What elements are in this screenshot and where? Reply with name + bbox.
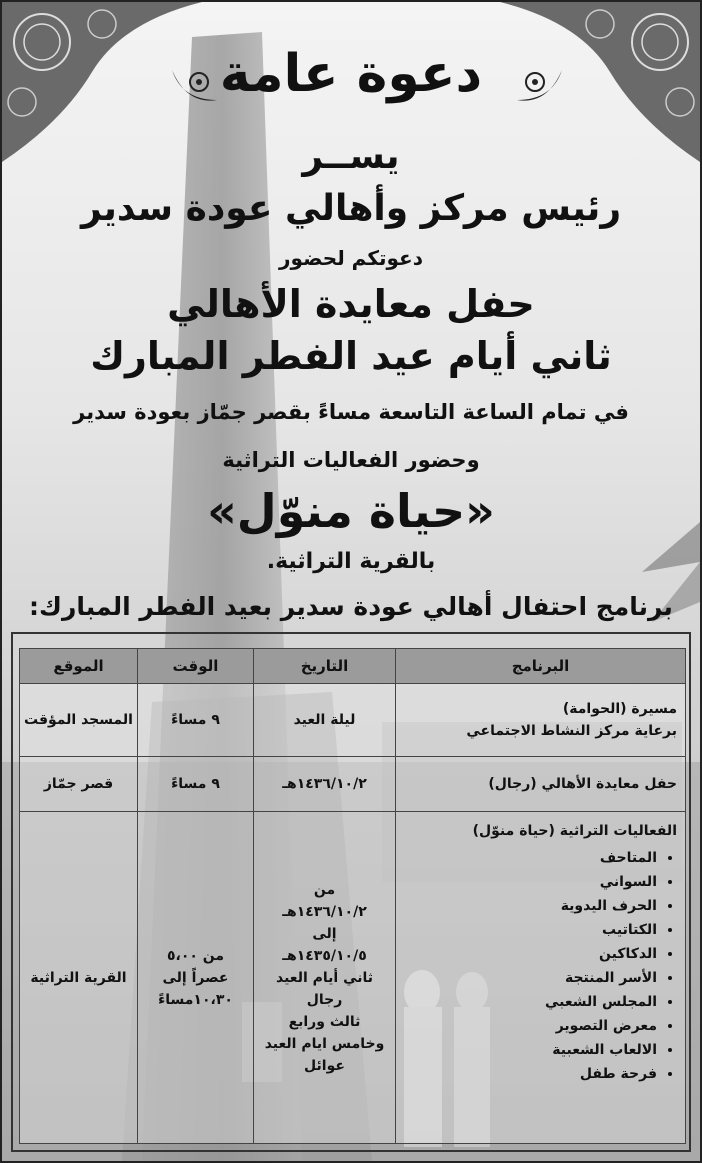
table-row <box>20 757 686 812</box>
table-header-row <box>20 649 686 684</box>
column-header: الموقع <box>20 649 138 684</box>
time-cell: من ٥،٠٠ عصراً إلى ١٠،٣٠مساءً <box>138 812 254 1144</box>
list-item: • الحرف اليدوية <box>397 894 657 918</box>
program-table <box>19 648 686 1144</box>
date-cell: ١٤٣٦/١٠/٢هـ <box>254 757 396 812</box>
page-title: دعوة عامة <box>219 44 483 104</box>
list-item: • الأسر المنتجة <box>397 966 657 990</box>
event-time-place: في تمام الساعة التاسعة مساءً بقصر جمّاز بعودة سدير <box>73 400 629 424</box>
event-date-line: ثاني أيام عيد الفطر المبارك <box>90 334 612 378</box>
time-cell: ٩ مساءً <box>138 757 254 812</box>
table-row <box>20 812 686 1144</box>
text-yasur: يســر <box>302 136 400 177</box>
column-header: البرنامج <box>396 649 686 684</box>
date-cell: من ١٤٣٦/١٠/٢هـ إلى ١٤٣٥/١٠/٥هـ ثاني أيام العيد رجال ثالث ورابع وخامس ايام العيد عوائل <box>254 812 396 1144</box>
list-item: • المجلس الشعبي <box>397 990 657 1014</box>
list-item: • المتاحف <box>397 846 657 870</box>
text-host: رئيس مركز وأهالي عودة سدير <box>80 188 622 229</box>
list-item: • الكتاتيب <box>397 918 657 942</box>
program-cell: الفعاليات التراثية (حياة منوّل) • المتاحف • السواني • الحرف اليدوية • الكتاتيب • الدكاكين • الأسر المنتجة • المجلس الشعبي • معرض التصوير • الالعاب الشعبية • فرحة طفل <box>396 812 686 1144</box>
heritage-events-line: وحضور الفعاليات التراثية <box>222 448 480 472</box>
location-cell: قصر جمّاز <box>20 757 138 812</box>
date-cell: ليلة العيد <box>254 684 396 757</box>
event-name: حفل معايدة الأهالي <box>167 282 535 326</box>
program-table-frame <box>11 632 691 1152</box>
heritage-activities-list <box>397 846 677 1086</box>
list-item: • فرحة طفل <box>397 1062 657 1086</box>
program-cell: حفل معايدة الأهالي (رجال) <box>396 757 686 812</box>
column-header: الوقت <box>138 649 254 684</box>
program-heading: برنامج احتفال أهالي عودة سدير بعيد الفطر المبارك: <box>29 592 673 621</box>
list-item: • السواني <box>397 870 657 894</box>
text-invites-you: دعوتكم لحضور <box>279 246 423 270</box>
list-item: • معرض التصوير <box>397 1014 657 1038</box>
list-item: • الالعاب الشعبية <box>397 1038 657 1062</box>
location-cell: القرية التراثية <box>20 812 138 1144</box>
heritage-village-line: بالقرية التراثية. <box>266 549 436 574</box>
highlight-title: «حياة منوّل» <box>207 484 495 538</box>
time-cell: ٩ مساءً <box>138 684 254 757</box>
location-cell: المسجد المؤقت <box>20 684 138 757</box>
table-row <box>20 684 686 757</box>
list-item: • الدكاكين <box>397 942 657 966</box>
program-cell: مسيرة (الحوامة) برعاية مركز النشاط الاجتماعي <box>396 684 686 757</box>
column-header: التاريخ <box>254 649 396 684</box>
